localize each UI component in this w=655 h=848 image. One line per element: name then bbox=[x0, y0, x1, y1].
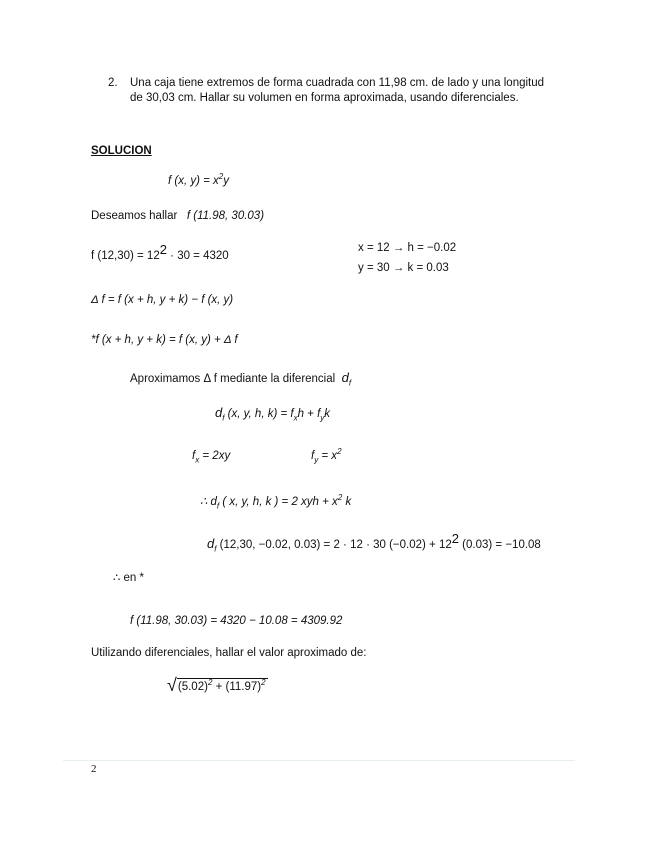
problem-number: 2. bbox=[108, 77, 118, 89]
f-12-30-exp: 2 bbox=[159, 242, 167, 258]
delta-f-definition: Δ f = f (x + h, y + k) − f (x, y) bbox=[91, 294, 234, 306]
therefore-df-exp: 2 bbox=[337, 493, 343, 503]
problem-line-2: de 30,03 cm. Hallar su volumen en forma aproximada, usando diferenciales. bbox=[130, 92, 519, 104]
solution-heading: SOLUCION bbox=[91, 145, 152, 157]
deseamos-label: Deseamos hallar bbox=[91, 210, 178, 222]
df-def-end: k bbox=[324, 408, 331, 420]
df-definition bbox=[215, 405, 330, 422]
sqrt-a: (5.02) bbox=[177, 680, 208, 693]
sqrt-b-exp: 2 bbox=[261, 677, 266, 687]
fy-base: f bbox=[311, 450, 315, 462]
fy-sub: y bbox=[314, 455, 319, 465]
problem-line-1: Una caja tiene extremos de forma cuadrada con 11,98 cm. de lado y una longitud bbox=[130, 77, 545, 89]
df-def-mid2: h + f bbox=[297, 408, 321, 420]
page-number: 2 bbox=[91, 763, 97, 775]
fy-rhs: = x bbox=[318, 450, 338, 462]
function-definition: f (x, $y) = x^2y$ bbox=[168, 172, 229, 187]
star-equation: *f (x + h, y + k) = f (x, y) + Δ f bbox=[91, 334, 238, 346]
sqrt-expression bbox=[167, 676, 268, 694]
footer-divider bbox=[63, 760, 575, 761]
f-12-30-lhs: f (12,30) = 12 bbox=[91, 250, 160, 262]
df-eval-d: d bbox=[207, 536, 215, 551]
final-result: f (11.98, 30.03) = 4320 − 10.08 = 4309.92 bbox=[130, 615, 343, 627]
therefore-df-end: k bbox=[342, 496, 352, 508]
partial-fx bbox=[192, 450, 230, 464]
df-eval-mid: (12,30, −0.02, 0.03) = 2 · 12 · 30 (−0.02) + 12 bbox=[216, 539, 452, 551]
therefore-df bbox=[200, 493, 352, 511]
sqrt-plus: + (11.97) bbox=[212, 680, 262, 693]
aproximamos-line bbox=[130, 370, 351, 387]
df-evaluation bbox=[207, 531, 541, 554]
df-eval-exp: 2 bbox=[451, 531, 459, 547]
fx-base: f bbox=[192, 450, 196, 462]
substitution-x: x = 12 → h = −0.02 bbox=[358, 242, 457, 254]
therefore-df-sub: f bbox=[216, 501, 220, 511]
sqrt-sign: √ bbox=[167, 675, 177, 695]
partial-fy bbox=[311, 447, 342, 465]
therefore-en: ∴ en * bbox=[113, 572, 144, 584]
df-symbol-base: d bbox=[341, 370, 349, 385]
deseamos-line bbox=[91, 210, 264, 224]
fx-rhs: = 2xy bbox=[199, 450, 231, 462]
f-12-30-equation bbox=[91, 242, 229, 264]
df-symbol bbox=[341, 370, 352, 388]
df-def-sub2: x bbox=[293, 413, 298, 423]
sqrt-body bbox=[177, 678, 268, 693]
df-eval-sub: f bbox=[214, 544, 217, 554]
f-12-30-rhs: · 30 = 4320 bbox=[166, 250, 229, 262]
df-def-d: d bbox=[215, 405, 223, 420]
sqrt-a-exp: 2 bbox=[207, 677, 213, 687]
deseamos-expr: f (11.98, 30.03) bbox=[186, 210, 265, 222]
therefore-df-mid: ( x, y, h, k ) = 2 xyh + x bbox=[219, 496, 338, 508]
df-symbol-sub: f bbox=[348, 378, 352, 388]
fy-exp: 2 bbox=[337, 447, 342, 457]
fx-sub: x bbox=[195, 455, 200, 465]
df-def-sub: f bbox=[222, 413, 225, 423]
utilizando-line: Utilizando diferenciales, hallar el valor aproximado de: bbox=[91, 647, 367, 659]
df-eval-end: (0.03) = −10.08 bbox=[458, 539, 541, 551]
aproximamos-text: Aproximamos Δ f mediante la diferencial bbox=[130, 373, 336, 385]
substitution-y: y = 30 → k = 0.03 bbox=[358, 262, 449, 274]
df-def-mid: (x, y, h, k) = f bbox=[224, 408, 294, 420]
therefore-df-prefix: ∴ d bbox=[200, 496, 217, 508]
df-def-sub3: y bbox=[320, 413, 325, 423]
